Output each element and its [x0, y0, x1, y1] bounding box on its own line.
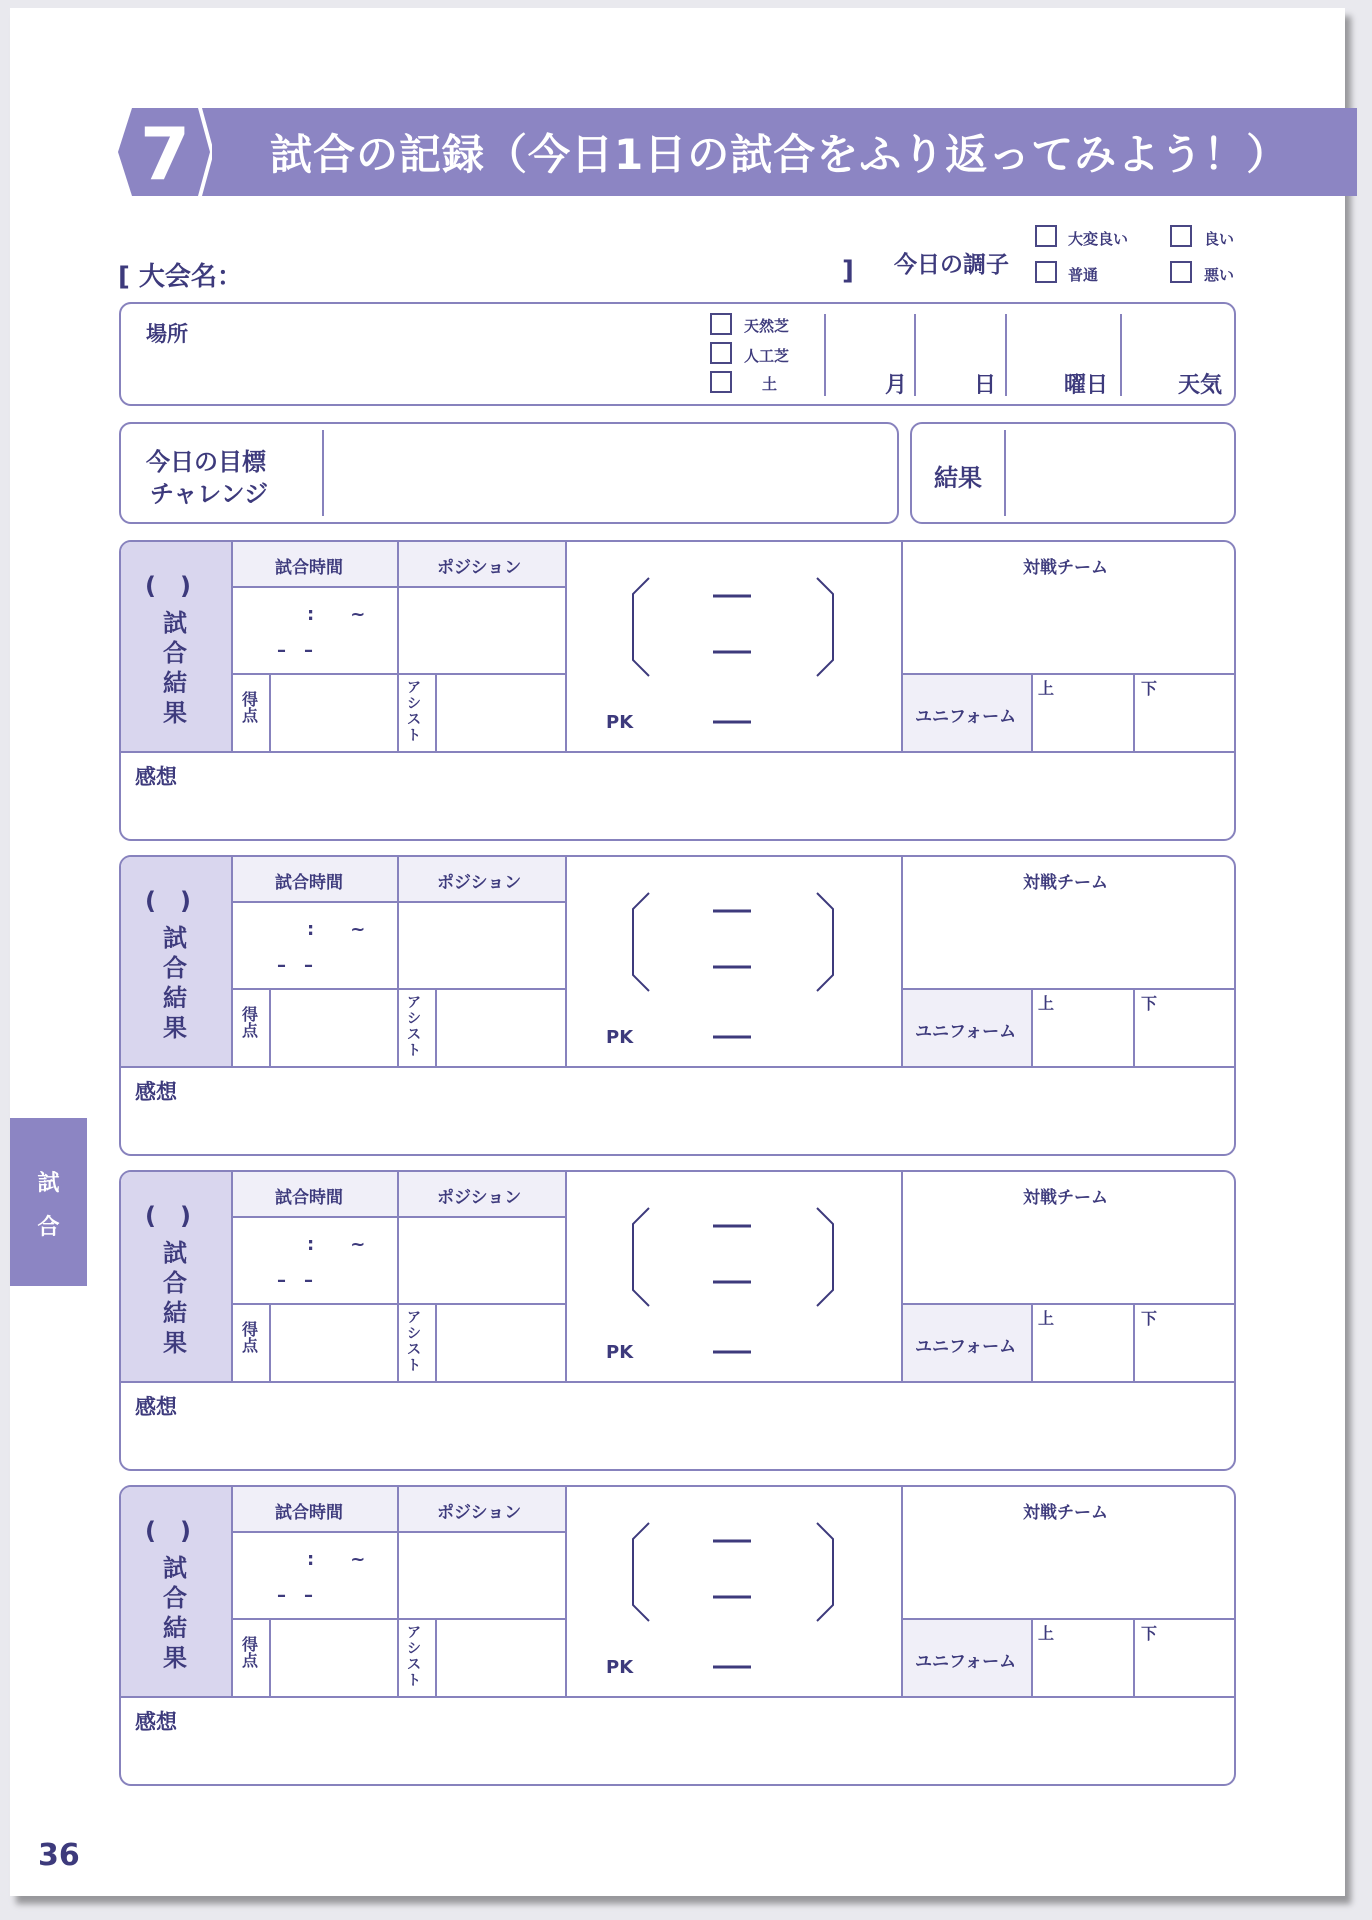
side-tab	[10, 1118, 87, 1286]
impression-label: 感想	[135, 1710, 177, 1734]
uniform-label: ユニフォーム	[915, 1337, 1017, 1357]
page-title: 試合の記録（今日1日の試合をふり返ってみよう！）	[270, 130, 1290, 179]
condition-good: 良い	[1204, 230, 1235, 248]
pk-label: PK	[606, 1342, 634, 1363]
surface-checkbox-artificial[interactable]	[710, 342, 732, 364]
surface-artificial: 人工芝	[744, 347, 790, 365]
uniform-top: 上	[1038, 1624, 1055, 1643]
condition-great: 大変良い	[1068, 230, 1129, 248]
side-tab-char-1: 試	[37, 1171, 60, 1196]
uniform-bottom: 下	[1141, 679, 1158, 698]
condition-bad: 悪い	[1204, 266, 1235, 284]
score-label: 得点	[241, 1320, 258, 1355]
opponent-header: 対戦チーム	[1023, 1503, 1108, 1523]
position-header: ポジション	[437, 1188, 522, 1208]
position-header: ポジション	[437, 1503, 522, 1523]
match-record-3	[119, 1170, 1236, 1471]
impression-label: 感想	[135, 1395, 177, 1419]
time-range: : ~	[307, 1549, 366, 1570]
time-range-2: – –	[277, 1270, 313, 1291]
opponent-header: 対戦チーム	[1023, 558, 1108, 578]
match-time-header: 試合時間	[275, 558, 343, 578]
condition-checkbox-good[interactable]	[1170, 225, 1192, 247]
condition-checkbox-great[interactable]	[1035, 225, 1057, 247]
assist-label: アシスト	[407, 1310, 421, 1374]
impression-label: 感想	[135, 765, 177, 789]
month-label: 月	[885, 373, 908, 398]
uniform-top: 上	[1038, 994, 1055, 1013]
match-time-header: 試合時間	[275, 873, 343, 893]
match-number-paren[interactable]: ( )	[145, 1202, 191, 1230]
tournament-label: [ 大会名：	[118, 262, 243, 292]
uniform-label: ユニフォーム	[915, 1022, 1017, 1042]
venue-label: 場所	[146, 322, 188, 346]
surface-dirt: 土	[762, 375, 778, 393]
match-time-header: 試合時間	[275, 1188, 343, 1208]
impression-label: 感想	[135, 1080, 177, 1104]
position-header: ポジション	[437, 558, 522, 578]
time-range: : ~	[307, 604, 366, 625]
match-number-paren[interactable]: ( )	[145, 887, 191, 915]
score-label: 得点	[241, 690, 258, 725]
score-label: 得点	[241, 1635, 258, 1670]
pk-label: PK	[606, 1027, 634, 1048]
match-record-4	[119, 1485, 1236, 1786]
time-range: : ~	[307, 919, 366, 940]
uniform-bottom: 下	[1141, 1624, 1158, 1643]
weather-label: 天気	[1178, 373, 1223, 398]
time-range-2: – –	[277, 640, 313, 661]
tournament-close: ]	[842, 256, 854, 286]
match-number-paren[interactable]: ( )	[145, 1517, 191, 1545]
position-header: ポジション	[437, 873, 522, 893]
match-time-header: 試合時間	[275, 1503, 343, 1523]
side-label-1: 試合結果	[163, 1554, 187, 1672]
goal-label: 今日の目標	[146, 448, 266, 476]
side-label-1: 試合結果	[163, 924, 187, 1042]
assist-label: アシスト	[407, 995, 421, 1059]
side-label-1: 試合結果	[163, 609, 187, 727]
time-range-2: – –	[277, 955, 313, 976]
surface-checkbox-dirt[interactable]	[710, 371, 732, 393]
uniform-label: ユニフォーム	[915, 1652, 1017, 1672]
surface-natural: 天然芝	[744, 317, 790, 335]
match-record-2	[119, 855, 1236, 1156]
challenge-label: チャレンジ	[150, 480, 269, 508]
day-label: 日	[974, 373, 997, 398]
surface-checkbox-natural[interactable]	[710, 313, 732, 335]
uniform-bottom: 下	[1141, 994, 1158, 1013]
section-number: 7	[140, 112, 191, 196]
time-range-2: – –	[277, 1585, 313, 1606]
opponent-header: 対戦チーム	[1023, 873, 1108, 893]
condition-checkbox-bad[interactable]	[1170, 261, 1192, 283]
assist-label: アシスト	[407, 680, 421, 744]
uniform-top: 上	[1038, 679, 1055, 698]
match-number-paren[interactable]: ( )	[145, 572, 191, 600]
result-label: 結果	[934, 464, 982, 492]
weekday-label: 曜日	[1064, 373, 1109, 398]
uniform-label: ユニフォーム	[915, 707, 1017, 727]
match-record-1	[119, 540, 1236, 841]
score-label: 得点	[241, 1005, 258, 1040]
page-number: 36	[38, 1838, 80, 1873]
uniform-top: 上	[1038, 1309, 1055, 1328]
pk-label: PK	[606, 712, 634, 733]
side-label-1: 試合結果	[163, 1239, 187, 1357]
opponent-header: 対戦チーム	[1023, 1188, 1108, 1208]
uniform-bottom: 下	[1141, 1309, 1158, 1328]
condition-checkbox-normal[interactable]	[1035, 261, 1057, 283]
condition-normal: 普通	[1068, 266, 1099, 284]
side-tab-char-2: 合	[37, 1215, 60, 1240]
condition-label: 今日の調子	[894, 252, 1009, 278]
assist-label: アシスト	[407, 1625, 421, 1689]
pk-label: PK	[606, 1657, 634, 1678]
time-range: : ~	[307, 1234, 366, 1255]
